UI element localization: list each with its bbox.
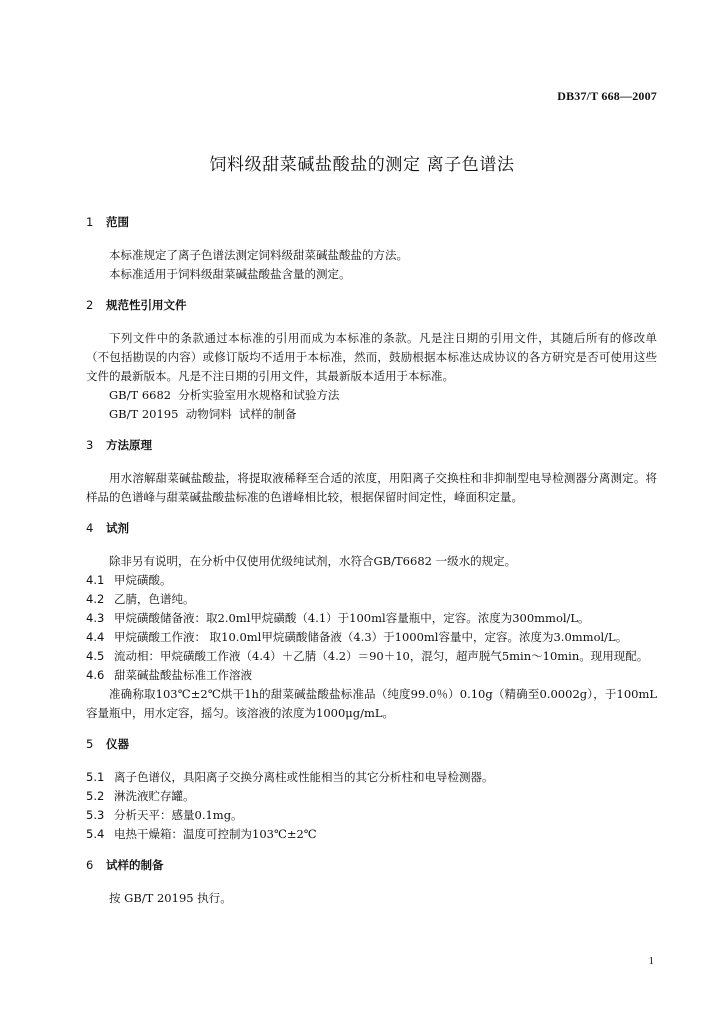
item-text: 分析天平：感量0.1mg。 xyxy=(114,808,243,822)
item-number: 5.1 xyxy=(86,770,105,784)
section-number: 1 xyxy=(86,215,94,229)
section-title: 范围 xyxy=(106,215,129,229)
section-title: 方法原理 xyxy=(106,438,152,452)
item-text: 电热干燥箱：温度可控制为103℃±2℃ xyxy=(114,827,317,841)
list-item xyxy=(86,768,657,787)
item-number: 4.2 xyxy=(86,592,105,606)
list-item xyxy=(86,609,657,628)
list-item xyxy=(86,590,657,609)
standard-code: DB37/T 668—2007 xyxy=(557,89,657,103)
reference-item: GB/T 6682 分析实验室用水规格和试验方法 xyxy=(109,388,340,402)
item-text: 甲烷磺酸。 xyxy=(114,573,172,587)
paragraph: 本标准适用于饲料级甜菜碱盐酸盐含量的测定。 xyxy=(109,267,351,281)
section-number: 5 xyxy=(86,737,94,751)
item-number: 4.1 xyxy=(86,573,105,587)
document-body xyxy=(86,213,657,908)
item-number: 5.3 xyxy=(86,808,105,822)
section-heading-5 xyxy=(86,735,657,754)
item-number: 4.3 xyxy=(86,611,105,625)
item-text: 甲烷磺酸工作液： 取10.0ml甲烷磺酸储备液（4.3）于1000ml容量中，定容。浓度为3.0mmol/L。 xyxy=(114,630,628,644)
list-item xyxy=(86,571,657,590)
item-number: 5.4 xyxy=(86,827,105,841)
item-text: 流动相：甲烷磺酸工作液（4.4）＋乙腈（4.2）＝90＋10，混匀，超声脱气5min～10min。现用现配。 xyxy=(114,649,649,663)
paragraph: 本标准规定了离子色谱法测定饲料级甜菜碱盐酸盐的方法。 xyxy=(109,248,408,262)
list-item xyxy=(86,806,657,825)
paragraph: 下列文件中的条款通过本标准的引用而成为本标准的条款。凡是注日期的引用文件，其随后所有的修改单（不包括勘误的内容）或修订版均不适用于本标准，然而，鼓励根据本标准达成协议的各方研究是否可使用这些文件的最新版本。凡是不注日期的引用文件，其最新版本适用于本标准。 xyxy=(86,331,657,383)
page-number: 1 xyxy=(648,955,654,967)
item-text: 淋洗液贮存罐。 xyxy=(114,789,195,803)
section-heading-1 xyxy=(86,213,657,232)
section-title: 试剂 xyxy=(106,521,129,535)
section-number: 2 xyxy=(86,298,94,312)
item-number: 5.2 xyxy=(86,789,105,803)
list-item xyxy=(86,666,657,685)
item-text: 乙腈，色谱纯。 xyxy=(114,592,195,606)
list-item xyxy=(86,787,657,806)
paragraph: 按 GB/T 20195 执行。 xyxy=(109,891,232,905)
paragraph: 用水溶解甜菜碱盐酸盐，将提取液稀释至合适的浓度，用阳离子交换柱和非抑制型电导检测器分离测定。将样品的色谱峰与甜菜碱盐酸盐标准的色谱峰相比较，根据保留时间定性，峰面积定量。 xyxy=(86,471,657,504)
section-number: 6 xyxy=(86,858,94,872)
item-text: 甲烷磺酸储备液：取2.0ml甲烷磺酸（4.1）于100ml容量瓶中，定容。浓度为300mmol/L。 xyxy=(114,611,590,625)
document-title: 饲料级甜菜碱盐酸盐的测定 离子色谱法 xyxy=(209,155,515,175)
section-number: 4 xyxy=(86,521,94,535)
paragraph: 除非另有说明，在分析中仅使用优级纯试剂，水符合GB/T6682 一级水的规定。 xyxy=(109,554,517,568)
item-text: 离子色谱仪，具阳离子交换分离柱或性能相当的其它分析柱和电导检测器。 xyxy=(114,770,494,784)
item-number: 4.6 xyxy=(86,668,105,682)
section-title: 仪器 xyxy=(106,737,129,751)
reference-item: GB/T 20195 动物饲料 试样的制备 xyxy=(109,407,297,421)
list-item xyxy=(86,628,657,647)
section-heading-2 xyxy=(86,296,657,315)
item-number: 4.5 xyxy=(86,649,105,663)
list-item xyxy=(86,825,657,844)
list-item xyxy=(86,647,657,666)
section-title: 规范性引用文件 xyxy=(106,298,187,312)
section-heading-6 xyxy=(86,856,657,875)
section-number: 3 xyxy=(86,438,94,452)
section-heading-3 xyxy=(86,436,657,455)
section-heading-4 xyxy=(86,519,657,538)
paragraph: 准确称取103℃±2℃烘干1h的甜菜碱盐酸盐标准品（纯度99.0％）0.10g（精确至0.0002g），于100mL容量瓶中，用水定容，摇匀。该溶液的浓度为1000μg/mL。 xyxy=(86,687,657,720)
section-title: 试样的制备 xyxy=(106,858,164,872)
item-text: 甜菜碱盐酸盐标准工作溶液 xyxy=(114,668,252,682)
item-number: 4.4 xyxy=(86,630,105,644)
